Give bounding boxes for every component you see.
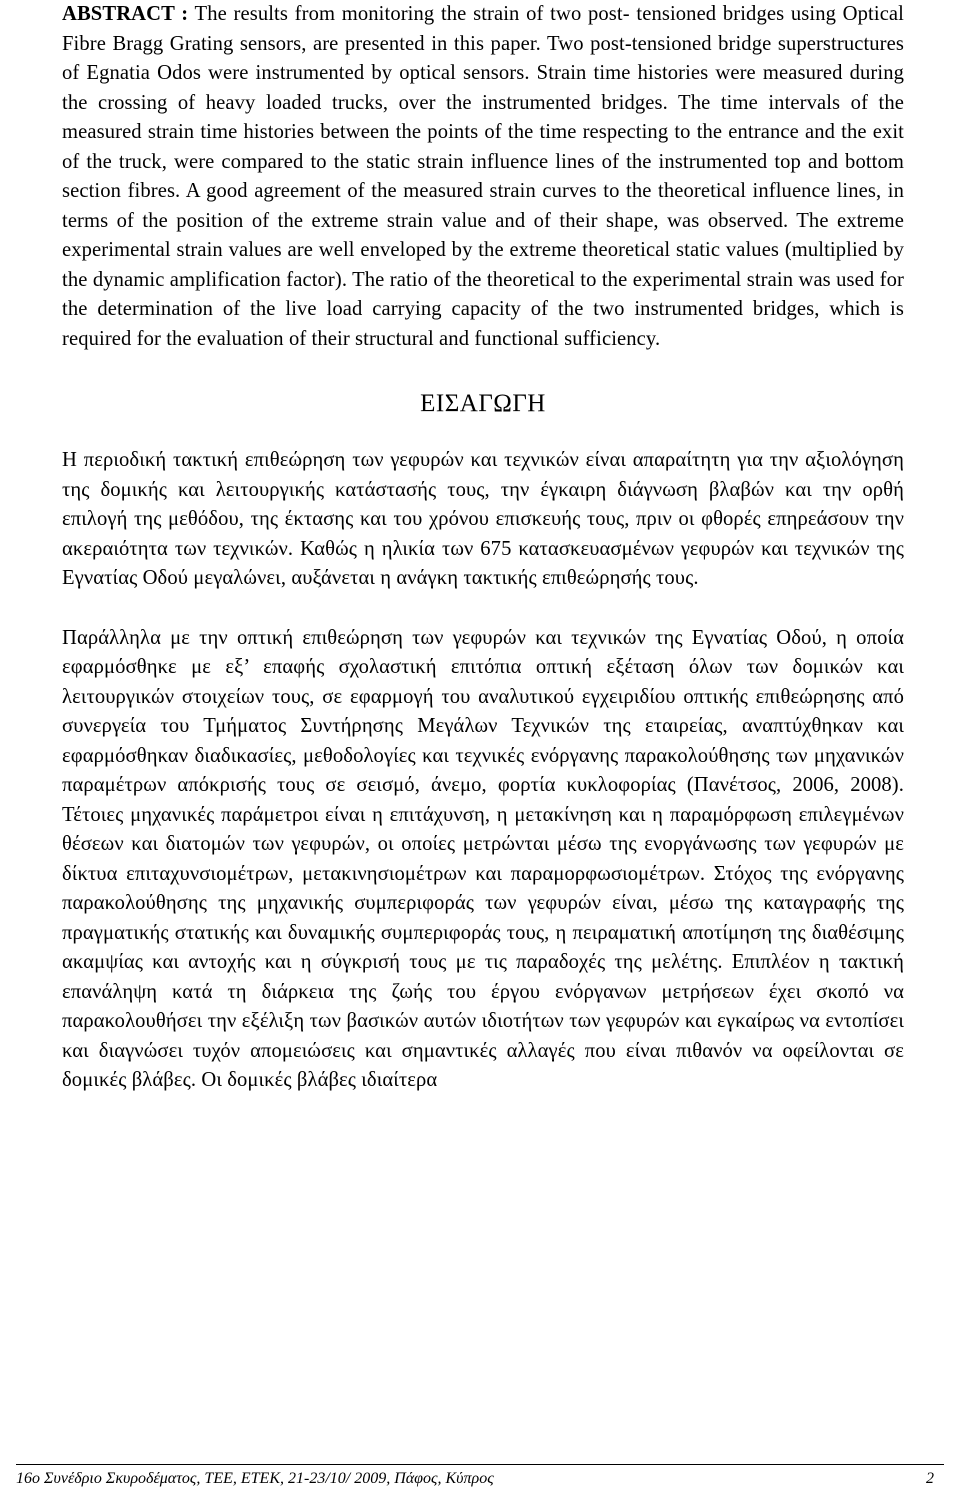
- abstract-text: The results from monitoring the strain of two post- tensioned bridges using Optical Fibre Bragg Grating sensors, are presented in this paper. Two post-tensioned bridge superstructures of Egnatia Odos were instrumented by optical sensors. Strain time histories were measured during the crossing of heavy loaded trucks, over the instrumented bridges. The time intervals of the measured strain time histories between the points of the time respecting to the entrance and the exit of the truck, were compared to the static strain influence lines of the instrumented top and bottom section fibres. A good agreement of the measured strain curves to the theoretical influence lines, in terms of the position of the extreme strain value and of their shape, was observed. The extreme experimental strain values are well enveloped by the extreme theoretical static values (multiplied by the dynamic amplification factor). The ratio of the theoretical to the experimental strain was used for the determination of the live load carrying capacity of the two instrumented bridges, which is required for the evaluation of their structural and functional sufficiency.: [62, 3, 904, 350]
- page-content: [62, 0, 904, 1126]
- page-footer: [16, 1464, 944, 1487]
- intro-paragraph-1: Η περιοδική τακτική επιθεώρηση των γεφυρών και τεχνικών είναι απαραίτητη για την αξιολόγηση της δομικής και λειτουργικής κατάστασής τους, την έγκαιρη διάγνωση βλαβών και την ορθή επιλογή της μεθόδου, της έκτασης και του χρόνου επισκευής τους, πριν οι φθορές επηρεάσουν την ακεραιότητα των τεχνικών. Καθώς η ηλικία των 675 κατασκευασμένων γεφυρών και τεχνικών της Εγνατίας Οδού μεγαλώνει, αυξάνεται η ανάγκη τακτικής επιθεώρησής τους.: [62, 449, 904, 589]
- intro-paragraph-2: Παράλληλα με την οπτική επιθεώρηση των γεφυρών και τεχνικών της Εγνατίας Οδού, η οποία εφαρμόσθηκε με εξ’ επαφής σχολαστική επιτόπια οπτική εξέταση όλων των δομικών και λειτουργικών στοιχείων τους, σε εφαρμογή του αναλυτικού εγχειριδίου οπτικής επιθεώρησης από συνεργεία του Τμήματος Συντήρησης Μεγάλων Τεχνικών της εταιρείας, αναπτύχθηκαν και εφαρμόσθηκαν διαδικασίες, μεθοδολογίες και τεχνικές ενόργανης παρακολούθησης των μηχανικών παραμέτρων απόκρισής τους σε σεισμό, άνεμο, φορτία κυκλοφορίας (Πανέτσος, 2006, 2008). Τέτοιες μηχανικές παράμετροι είναι η επιτάχυνση, η μετακίνηση και η παραμόρφωση επιλεγμένων θέσεων και διατομών των γεφυρών, οι οποίες μετρώνται μέσω της ενοργάνωσης των γεφυρών με δίκτυα επιταχυνσιομέτρων, μετακινησιομέτρων και παραμορφωσιομέτρων. Στόχος της ενόργανης παρακολούθησης της μηχανικής συμπεριφοράς των γεφυρών είναι, μέσω της καταγραφής της πραγματικής στατικής και δυναμικής συμπεριφοράς τους, η πειραματική αποτίμηση της διαθέσιμης ακαμψίας και αντοχής και η σύγκρισή τους με τις παραδοχές της μελέτης. Επιπλέον η τακτική επανάληψη κατά τη διάρκεια της ζωής του έργου ενόργανων μετρήσεων έχει σκοπό να παρακολουθήσει την εξέλιξη των βασικών αυτών ιδιοτήτων των γεφυρών και εγκαίρως να εντοπίσει και διαγνώσει τυχόν απομειώσεις και σημαντικές αλλαγές που είναι πιθανόν να οφείλονται σε δομικές βλάβες. Οι δομικές βλάβες ιδιαίτερα: [62, 626, 904, 1091]
- abstract-paragraph: [62, 0, 904, 354]
- section-heading: ΕΙΣΑΓΩΓΗ: [420, 390, 546, 417]
- footer-page-number: 2: [926, 1470, 934, 1487]
- abstract-label: ABSTRACT :: [62, 3, 189, 25]
- footer-conference: 16ο Συνέδριο Σκυροδέματος, ΤΕΕ, ΕΤΕΚ, 21-23/10/ 2009, Πάφος, Κύπρος: [16, 1470, 494, 1487]
